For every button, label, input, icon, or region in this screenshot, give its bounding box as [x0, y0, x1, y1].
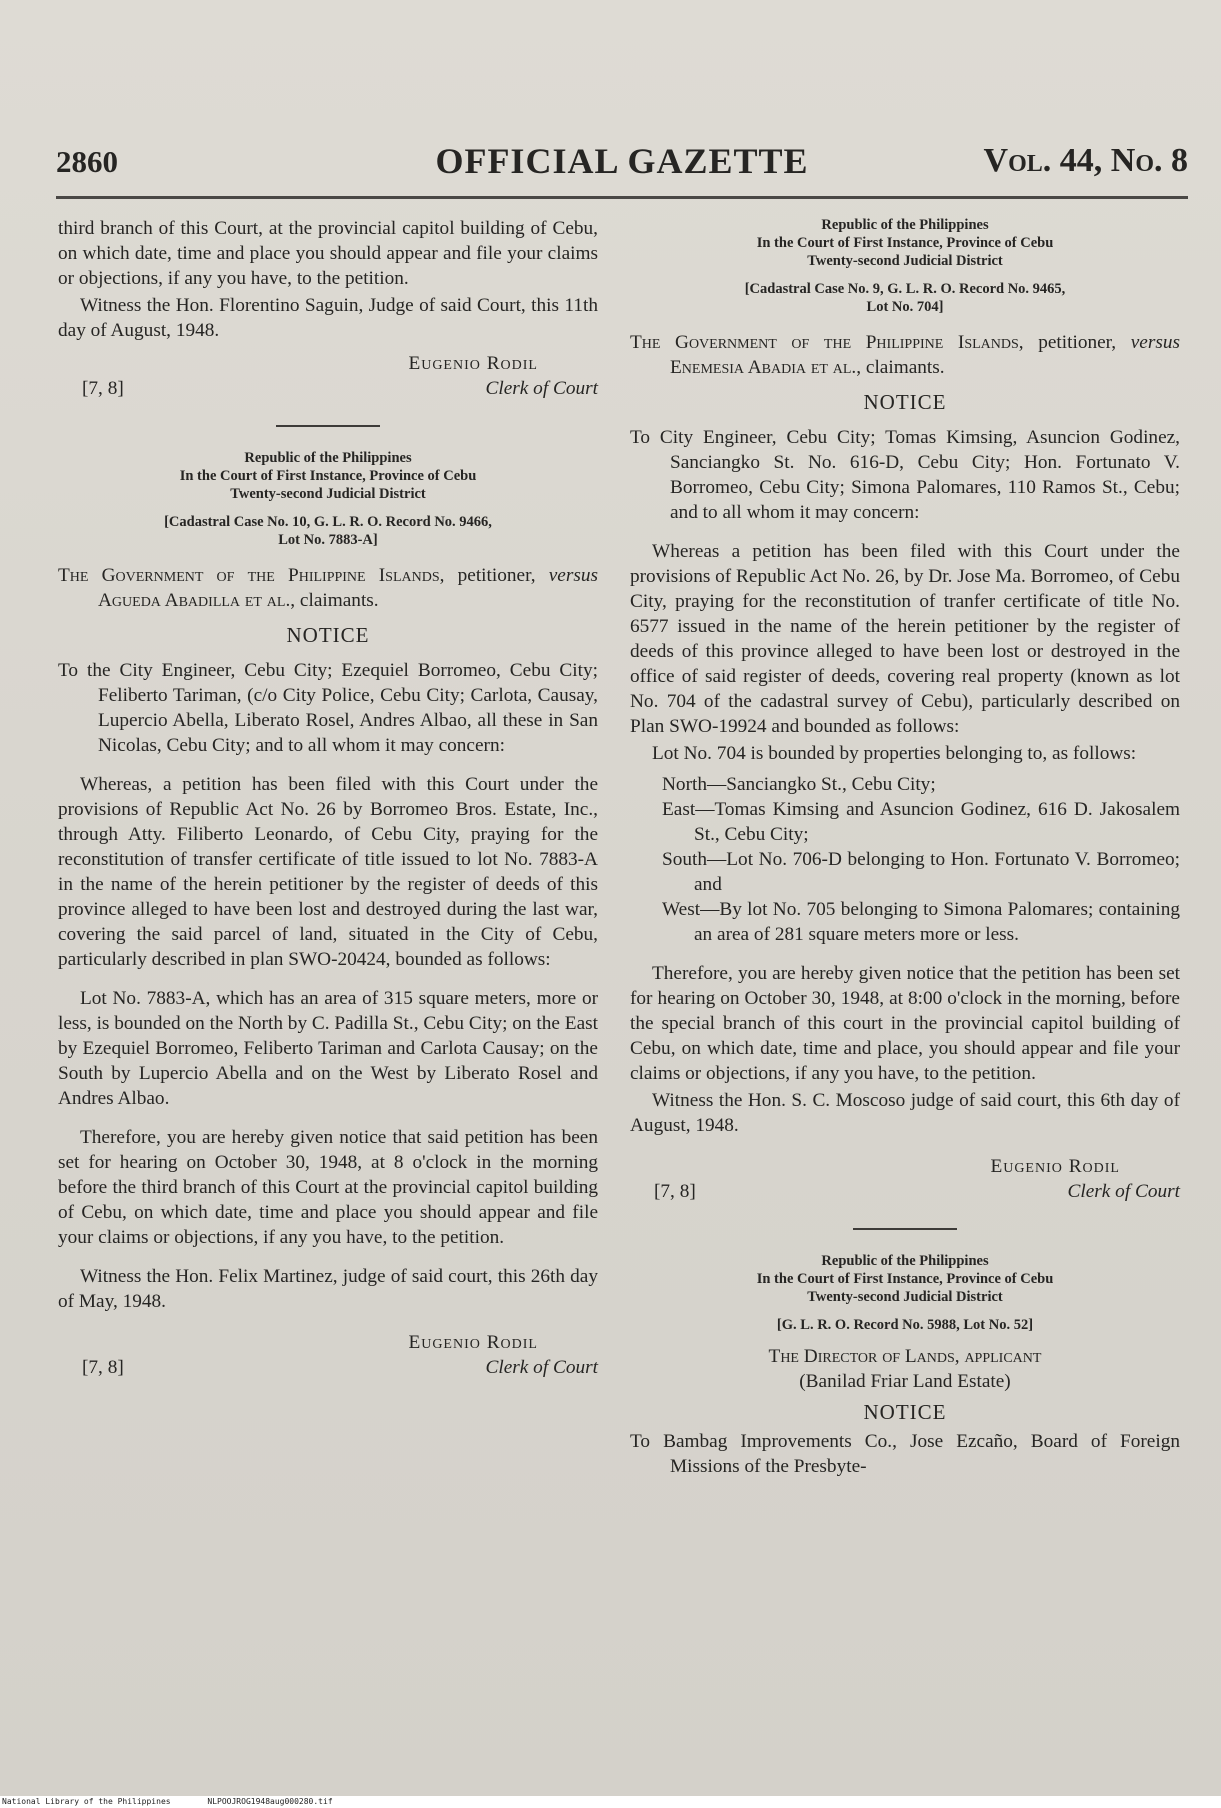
estate-name: (Banilad Friar Land Estate): [799, 1371, 1011, 1392]
applicant-line: [630, 1344, 1180, 1394]
party-role: claimants.: [865, 357, 945, 378]
notice-divider: [276, 425, 380, 427]
boundary-north: North—Sanciangko St., Cebu City;: [662, 774, 936, 795]
header-rule: [56, 196, 1188, 199]
boundary-list: [630, 772, 1180, 947]
case-line: Lot No. 7883-A]: [278, 532, 378, 548]
boundary-south: South—Lot No. 706-D belonging to Hon. Fortunato V. Borromeo; and: [662, 849, 1180, 895]
gazette-title: OFFICIAL GAZETTE: [435, 141, 809, 181]
versus-label: versus: [1130, 332, 1180, 353]
parties-line: [58, 563, 598, 613]
court-line: Republic of the Philippines: [821, 1253, 989, 1269]
applicant-name: The Director of Lands, applicant: [768, 1346, 1042, 1367]
continued-paragraph: third branch of this Court, at the provincial capitol building of Cebu, on which date, time and place you should appear and file your claims or objections, if any you have, to the petition.: [58, 218, 598, 289]
signatory-name: Eugenio Rodil: [408, 1332, 538, 1353]
notice-title: NOTICE: [863, 1400, 947, 1424]
lot-intro-paragraph: Lot No. 704 is bounded by properties belonging to, as follows:: [652, 743, 1137, 764]
right-column: [630, 216, 1180, 1479]
party-name: Agueda Abadilla et al.,: [98, 590, 296, 611]
issue-code: [7, 8]: [82, 378, 124, 399]
notice-divider: [853, 1228, 957, 1230]
signatory-name: Eugenio Rodil: [408, 353, 538, 374]
addressees-paragraph: To the City Engineer, Cebu City; Ezequiel Borromeo, Cebu City; Feliberto Tariman, (c/o City Police, Cebu City; Carlota, Causay, Lupercio Abella, Liberato Rosel, Andres Albao, all these in San Nicolas, Cebu City; and to all whom it may concern:: [58, 660, 598, 756]
boundary-west: West—By lot No. 705 belonging to Simona Palomares; containing an area of 281 square meters more or less.: [662, 899, 1180, 945]
case-line: Lot No. 704]: [866, 299, 944, 315]
case-reference: [630, 280, 1180, 316]
party-name: Enemesia Abadia et al.,: [670, 357, 862, 378]
signatory-title: Clerk of Court: [485, 1357, 598, 1378]
notice-title: NOTICE: [286, 623, 370, 647]
whereas-paragraph: Whereas, a petition has been filed with this Court under the provisions of Republic Act No. 26 by Borromeo Bros. Estate, Inc., through Atty. Filiberto Leonardo, of Cebu City, praying for the reconstitution of transfer certificate of title issued to lot No. 7883-A in the name of the herein petitioner by the register of deeds of this province alleged to have been lost and destroyed during the last war, covering the said parcel of land, situated in the City of Cebu, particularly described in plan SWO-20424, bounded as follows:: [58, 774, 598, 970]
issue-code: [7, 8]: [654, 1181, 696, 1202]
library-credit: National Library of the Philippines: [2, 1797, 171, 1806]
witness-paragraph: Witness the Hon. S. C. Moscoso judge of said court, this 6th day of August, 1948.: [630, 1090, 1180, 1136]
versus-label: versus: [548, 565, 599, 586]
whereas-paragraph: Whereas a petition has been filed with this Court under the provisions of Republic Act No. 26, by Dr. Jose Ma. Borromeo, of Cebu City, praying for the reconstitution of tranfer certificate of title No. 6577 issued in the name of the herein petitioner by the register of deeds of this province alleged to have been lost or destroyed in the office of said register of deeds, covering real property (known as lot No. 704 of the cadastral survey of Cebu), particularly described on Plan SWO-19924 and bounded as follows:: [630, 541, 1180, 737]
case-reference: [G. L. R. O. Record No. 5988, Lot No. 52]: [776, 1317, 1034, 1333]
page-number: 2860: [56, 144, 118, 179]
court-line: Twenty-second Judicial District: [230, 486, 426, 502]
addressees-paragraph: To Bambag Improvements Co., Jose Ezcaño, Board of Foreign Missions of the Presbyte-: [630, 1431, 1180, 1477]
scan-filename: NLPOOJROG1948aug000280.tif: [207, 1797, 333, 1806]
signature-block: [630, 1154, 1180, 1206]
court-line: In the Court of First Instance, Province of Cebu: [179, 468, 477, 484]
case-reference: [58, 513, 598, 549]
court-line: Republic of the Philippines: [244, 450, 412, 466]
court-line: In the Court of First Instance, Province of Cebu: [756, 235, 1054, 251]
party-name: The Government of the Philippine Islands,: [630, 332, 1024, 353]
court-line: Twenty-second Judicial District: [807, 253, 1003, 269]
case-line: [Cadastral Case No. 10, G. L. R. O. Record No. 9466,: [164, 514, 492, 530]
parties-line: [630, 330, 1180, 380]
page-header: [56, 140, 1188, 190]
signature-block: [58, 1330, 598, 1382]
court-line: Twenty-second Judicial District: [807, 1289, 1003, 1305]
lot-description-paragraph: Lot No. 7883-A, which has an area of 315 square meters, more or less, is bounded on the North by C. Padilla St., Cebu City; on the East by Ezequiel Borromeo, Feliberto Tariman and Carlota Causay; on the South by Lupercio Abella and on the West by Liberato Rosel and Andres Albao.: [58, 988, 598, 1109]
scan-footer: [0, 1796, 1221, 1808]
witness-paragraph: Witness the Hon. Florentino Saguin, Judge of said Court, this 11th day of August, 1948.: [58, 295, 598, 341]
signatory-name: Eugenio Rodil: [990, 1156, 1120, 1177]
court-heading: [58, 449, 598, 503]
left-column: [58, 216, 598, 1382]
issue-code: [7, 8]: [82, 1357, 124, 1378]
signatory-title: Clerk of Court: [1067, 1181, 1180, 1202]
addressees-paragraph: To City Engineer, Cebu City; Tomas Kimsing, Asuncion Godinez, Sanciangko St. No. 616-D, Cebu City; Hon. Fortunato V. Borromeo, Cebu City; Simona Palomares, 110 Ramos St., Cebu; and to all whom it may concern:: [630, 427, 1180, 523]
notice-title: NOTICE: [863, 390, 947, 414]
case-line: [Cadastral Case No. 9, G. L. R. O. Record No. 9465,: [744, 281, 1066, 297]
witness-paragraph: Witness the Hon. Felix Martinez, judge of said court, this 26th day of May, 1948.: [58, 1266, 598, 1312]
signature-block: [58, 351, 598, 403]
party-name: The Government of the Philippine Islands,: [58, 565, 445, 586]
party-role: petitioner,: [457, 565, 536, 586]
signatory-title: Clerk of Court: [485, 378, 598, 399]
court-line: Republic of the Philippines: [821, 217, 989, 233]
therefore-paragraph: Therefore, you are hereby given notice that the petition has been set for hearing on October 30, 1948, at 8:00 o'clock in the morning, before the special branch of this court in the provincial capitol building of Cebu, on which date, time and place, you should appear and file your claims or objections, if any you have, to the petition.: [630, 963, 1180, 1084]
party-role: claimants.: [299, 590, 379, 611]
court-heading: [630, 216, 1180, 270]
court-heading: [630, 1252, 1180, 1306]
volume-number: Vol. 44, No. 8: [983, 142, 1188, 179]
court-line: In the Court of First Instance, Province of Cebu: [756, 1271, 1054, 1287]
boundary-east: East—Tomas Kimsing and Asuncion Godinez, 616 D. Jakosalem St., Cebu City;: [662, 799, 1180, 845]
party-role: petitioner,: [1038, 332, 1117, 353]
therefore-paragraph: Therefore, you are hereby given notice that said petition has been set for hearing on October 30, 1948, at 8 o'clock in the morning before the third branch of this Court at the provincial capitol building of Cebu, on which date, time and place you should appear and file your claims or objections, if any you have, to the petition.: [58, 1127, 598, 1248]
